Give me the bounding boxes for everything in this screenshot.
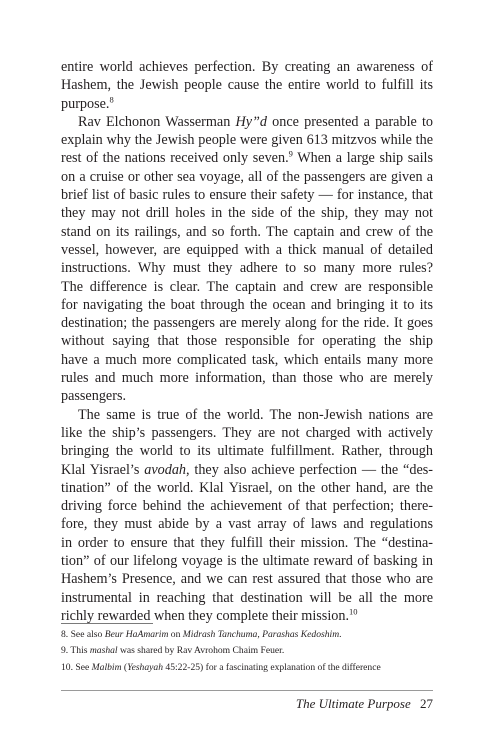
line-text: purpose. [61, 95, 110, 112]
text-line [61, 223, 433, 241]
line-text: instrumental in reaching that destination will be all the more [61, 589, 433, 606]
line-text: stand on its railings, and so forth. The captain and crew of the [61, 223, 433, 240]
line-text: Hashem’s Presence, and we can rest assured that those who are [61, 571, 433, 588]
paragraph [61, 113, 433, 406]
line-text: richly rewarded when they complete their mission. [61, 607, 349, 624]
line-text: instructions. Why must they adhere to so many more rules? [61, 260, 433, 277]
footnote-text: was shared by Rav Avrohom Chaim Feuer. [117, 645, 285, 657]
text-line [61, 131, 433, 149]
text-line [61, 570, 433, 588]
footnote [61, 660, 439, 676]
text-line [61, 351, 433, 369]
footnote-text: on [168, 629, 183, 640]
italic-title: Malbim [91, 661, 122, 673]
italic-title: Midrash Tanchuma, Parashas Kedoshim [182, 629, 340, 640]
line-text: bringing the world to its ultimate fulfillment. Rather, through [61, 443, 433, 460]
page-footer [296, 696, 433, 712]
text-line [61, 515, 433, 533]
text-line [61, 497, 433, 515]
footnote-text: ( [121, 661, 128, 673]
line-text: rules and much more information, than those who are merely [61, 370, 433, 387]
line-text: destination; the passengers are merely along for the ride. It goes [61, 315, 433, 332]
text-line [61, 387, 433, 405]
italic-term: Hy”d [235, 113, 268, 130]
line-text: they may not drill holes in the side of the ship, they may not [61, 205, 433, 222]
line-text: The same is true of the world. The non-Jewish nations are [78, 406, 433, 423]
text-line [61, 204, 433, 222]
line-text: tination” of the world. Klal Yisrael, on the other hand, are the [61, 479, 433, 496]
footnote-marker: 8 [109, 93, 114, 104]
text-line [61, 76, 433, 94]
footnote-marker: 10 [349, 606, 358, 617]
footnote-text: 45:22-25) for a fascinating explanation of the difference [163, 661, 381, 673]
text-line [61, 241, 433, 259]
italic-title: Beur HaAmarim [104, 629, 169, 640]
text-line [61, 479, 433, 497]
line-text: When a large ship sails [292, 150, 434, 167]
text-line [61, 369, 433, 387]
text-line [61, 314, 433, 332]
line-text: brief list of basic rules to ensure their safety — for instance, that [61, 187, 433, 204]
line-text: The difference is clear. The captain and crew are responsible [61, 278, 433, 295]
line-text: explain why the Jewish people were given 613 mitzvos while the [61, 132, 433, 149]
text-line [61, 442, 433, 460]
line-text: vessel, however, are equipped with a thick manual of detailed [61, 241, 433, 258]
line-text: like the ship’s passengers. They are not charged with actively [61, 424, 433, 441]
line-text: in order to ensure that they fulfill their mission. The “destina- [61, 534, 433, 551]
text-line [61, 186, 433, 204]
text-line [61, 406, 433, 424]
paragraph [61, 406, 433, 626]
text-line [61, 589, 433, 607]
text-line [61, 552, 433, 570]
text-line [61, 461, 433, 479]
line-text: driving force behind the achievement of that perfection; there- [61, 498, 433, 515]
line-text: passengers. [61, 388, 127, 405]
line-text: , they also achieve perfection — the “des- [186, 461, 433, 478]
text-line [61, 278, 433, 296]
text-line [61, 332, 433, 350]
footnote [61, 643, 439, 659]
text-line [61, 113, 433, 131]
line-text: fore, they must abide by a vast array of laws and regulations [61, 516, 433, 533]
paragraph [61, 58, 433, 113]
text-line [61, 259, 433, 277]
page-number: 27 [420, 696, 433, 711]
footnote-text: 9. This [61, 645, 90, 657]
italic-title: Yeshayah [127, 661, 164, 673]
text-line [61, 534, 433, 552]
line-text: Hashem, the Jewish people cause the entire world to fulfill its [61, 77, 433, 94]
text-line [61, 95, 433, 113]
text-line [61, 58, 433, 76]
italic-term: avodah [144, 461, 187, 478]
footnote [61, 627, 439, 643]
footnote-separator [61, 623, 153, 624]
line-text: Rav Elchonon Wasserman [78, 113, 236, 130]
footer-rule [61, 690, 433, 691]
footnote-marker: 9 [288, 148, 293, 159]
text-line [61, 296, 433, 314]
italic-title: mashal [89, 645, 118, 657]
line-text: for navigating the boat through the ocean and bringing it to its [61, 296, 433, 313]
body-text [61, 58, 433, 625]
line-text: entire world achieves perfection. By creating an awareness of [61, 59, 433, 75]
footnotes [61, 627, 439, 676]
line-text: without saying that those responsible for operating the ship [61, 333, 433, 350]
text-line [61, 168, 433, 186]
line-text: Klal Yisrael’s [61, 461, 145, 478]
footnote-text: . [339, 629, 342, 640]
text-line [61, 149, 433, 167]
line-text: on a cruise or other sea voyage, all of the passengers are given a [61, 168, 433, 185]
line-text: tion” of our lifelong voyage is the ultimate reward of basking in [61, 553, 433, 570]
running-title: The Ultimate Purpose [295, 696, 411, 711]
line-text: rest of the nations received only seven. [61, 150, 289, 167]
footnote-text: 8. See also [61, 629, 105, 640]
text-line [61, 424, 433, 442]
line-text: once presented a parable to [267, 113, 433, 130]
line-text: have a much more complicated task, which entails many more [61, 351, 433, 368]
footnote-text: 10. See [61, 661, 92, 673]
